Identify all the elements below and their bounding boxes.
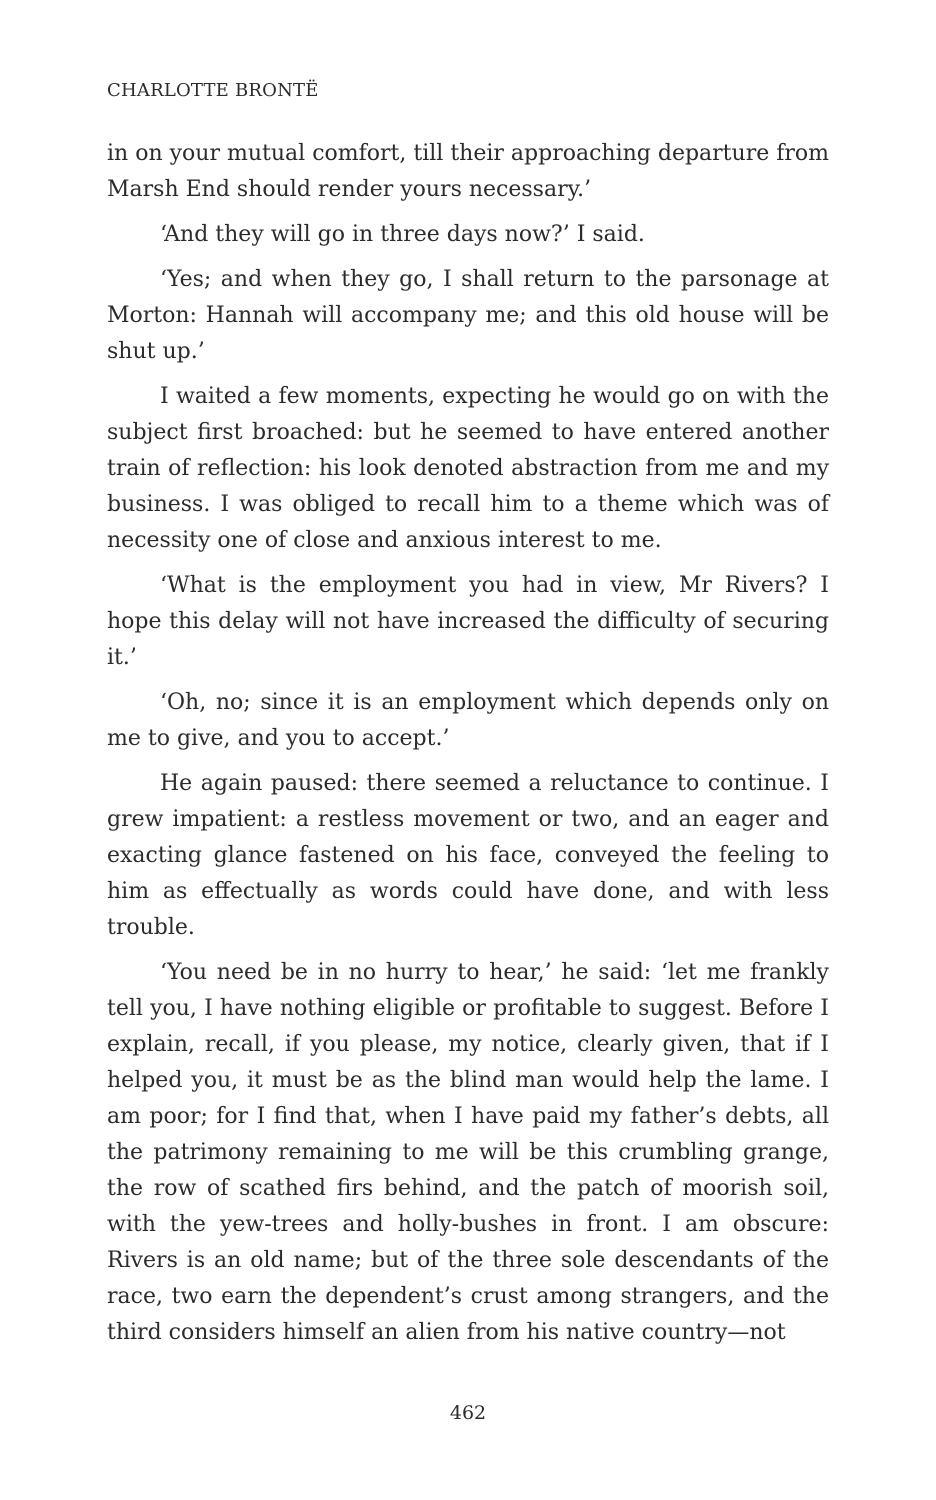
paragraph-7: He again paused: there seemed a reluctance to continue. I grew impatient: a restless movement or two, and an eager and exacting glance fastened on his face, conveyed the feeling to him as effectually as words could have done, and with less trouble. <box>107 771 829 940</box>
paragraph-5: ‘What is the employment you had in view, Mr Rivers? I hope this delay will not have increased the difficulty of securing it.’ <box>107 573 829 670</box>
paragraph-2: ‘And they will go in three days now?’ I said. <box>160 222 645 247</box>
paragraph-6: ‘Oh, no; since it is an employment which depends only on me to give, and you to accept.’ <box>107 690 829 751</box>
paragraph-4: I waited a few moments, expecting he would go on with the subject first broached: but he seemed to have entered another train of reflection: his look denoted abstraction from me and my business. I was obliged to recall him to a theme which was of necessity one of close and anxious interest to me. <box>107 384 829 553</box>
paragraph-1: in on your mutual comfort, till their approaching departure from Marsh End should render yours necessary.’ <box>107 141 829 202</box>
running-head: CHARLOTTE BRONTË <box>107 80 319 101</box>
paragraph-8: ‘You need be in no hurry to hear,’ he said: ‘let me frankly tell you, I have nothing eligible or profitable to suggest. Before I explain, recall, if you please, my notice, clearly given, that if I helped you, it must be as the blind man would help the lame. I am poor; for I find that, when I have paid my father’s debts, all the patrimony remaining to me will be this crumbling grange, the row of scathed firs behind, and the patch of moorish soil, with the yew-trees and holly-bushes in front. I am obscure: Rivers is an old name; but of the three sole descendants of the race, two earn the dependent’s crust among strangers, and the third considers himself an alien from his native country—not <box>107 960 829 1345</box>
paragraph-3: ‘Yes; and when they go, I shall return to the parsonage at Morton: Hannah will accompany me; and this old house will be shut up.’ <box>107 267 829 364</box>
page-number: 462 <box>449 1402 487 1424</box>
body-text <box>107 136 829 1360</box>
